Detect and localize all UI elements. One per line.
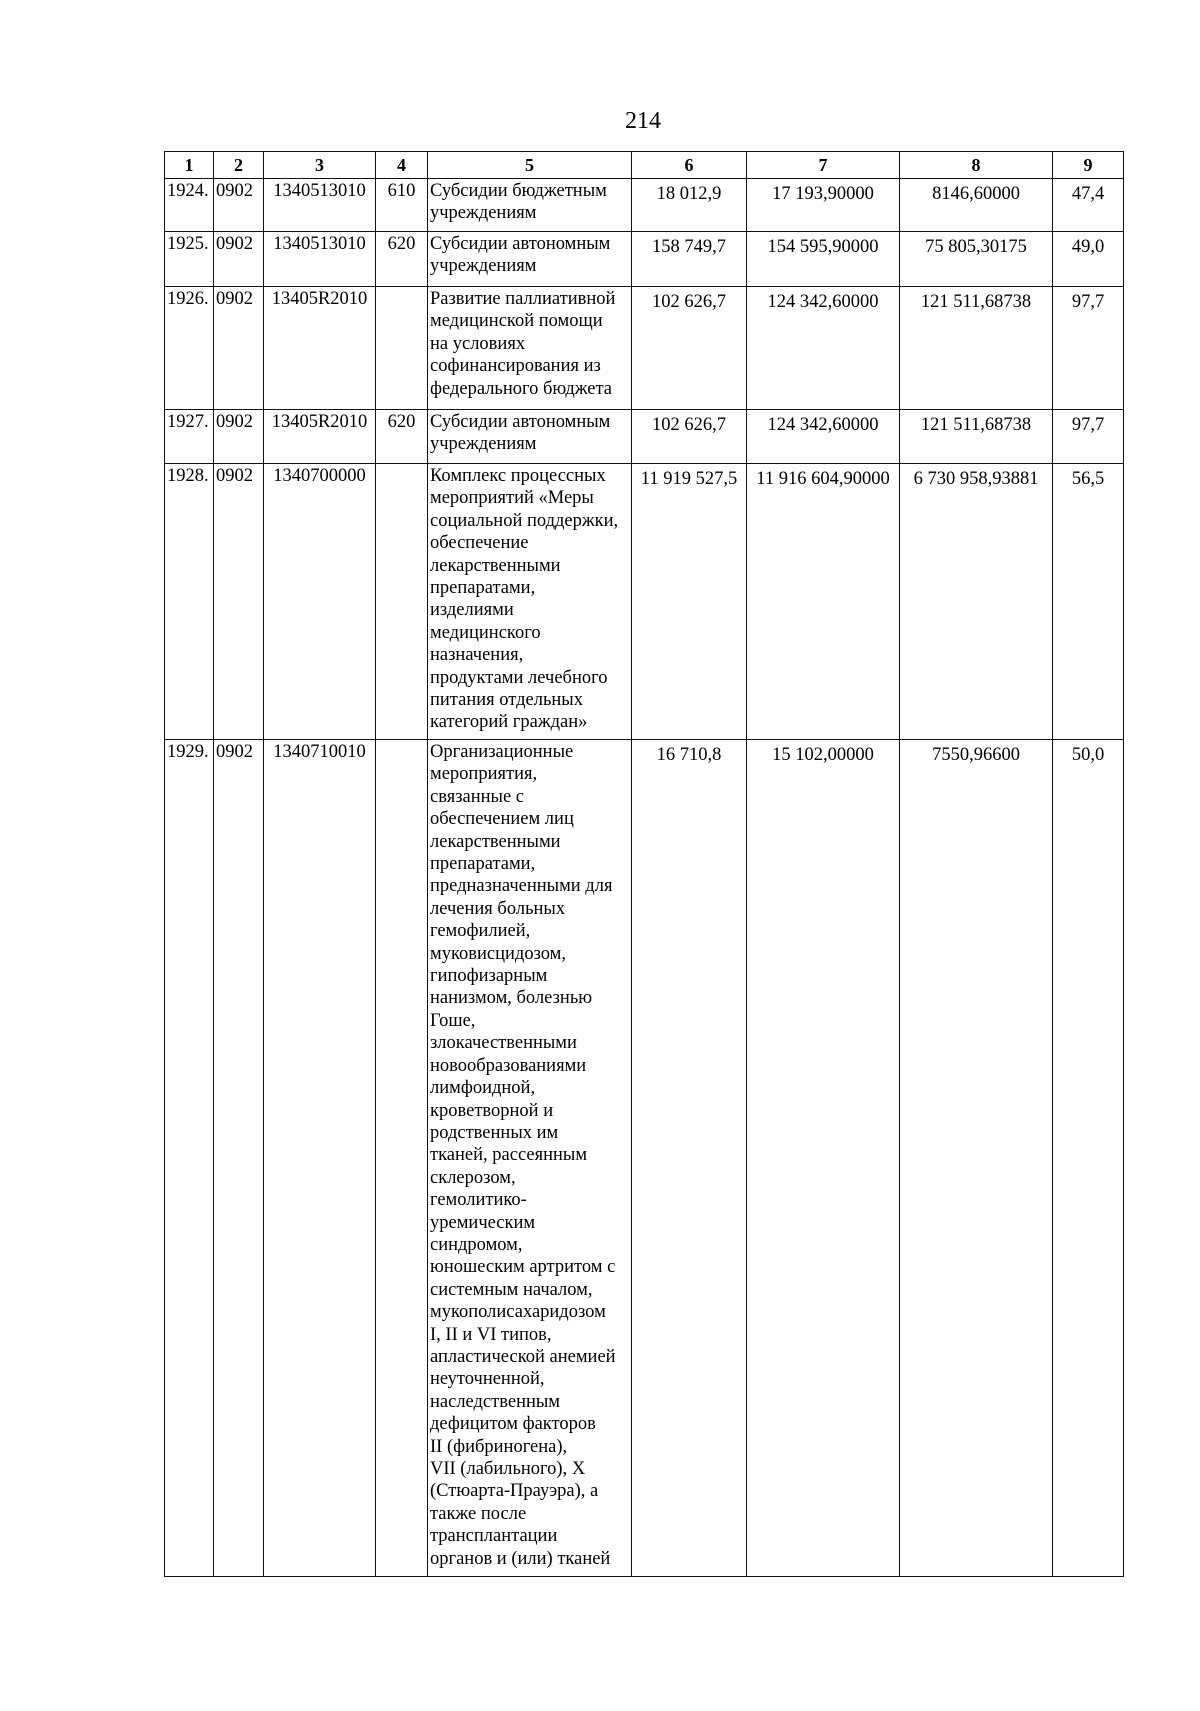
expense-type xyxy=(376,287,428,410)
column-header: 2 xyxy=(214,152,264,179)
value-col6: 102 626,7 xyxy=(632,410,747,464)
value-col6: 16 710,8 xyxy=(632,740,747,1577)
expense-type xyxy=(376,464,428,740)
column-header: 7 xyxy=(747,152,900,179)
section-code: 0902 xyxy=(214,410,264,464)
table-row xyxy=(165,179,1124,232)
description: Субсидии автономным учреждениям xyxy=(428,232,632,287)
value-col6: 18 012,9 xyxy=(632,179,747,232)
header-row xyxy=(165,152,1124,179)
column-header: 1 xyxy=(165,152,214,179)
value-col6: 11 919 527,5 xyxy=(632,464,747,740)
description: Комплекс процессных мероприятий «Меры социальной поддержки, обеспечение лекарственными препаратами, изделиями медицинского назначения, продуктами лечебного питания отдельных категорий граждан» xyxy=(428,464,632,740)
target-code: 1340513010 xyxy=(264,232,376,287)
value-col6: 158 749,7 xyxy=(632,232,747,287)
row-number: 1929. xyxy=(165,740,214,1577)
row-number: 1926. xyxy=(165,287,214,410)
section-code: 0902 xyxy=(214,464,264,740)
percent-col9: 97,7 xyxy=(1053,410,1124,464)
target-code: 1340700000 xyxy=(264,464,376,740)
target-code: 13405R2010 xyxy=(264,287,376,410)
value-col6: 102 626,7 xyxy=(632,287,747,410)
row-number: 1928. xyxy=(165,464,214,740)
table-row xyxy=(165,740,1124,1577)
expense-type: 610 xyxy=(376,179,428,232)
percent-col9: 50,0 xyxy=(1053,740,1124,1577)
column-header: 4 xyxy=(376,152,428,179)
row-number: 1927. xyxy=(165,410,214,464)
budget-table xyxy=(164,151,1124,1577)
description: Субсидии автономным учреждениям xyxy=(428,410,632,464)
row-number: 1925. xyxy=(165,232,214,287)
column-header: 6 xyxy=(632,152,747,179)
value-col8: 121 511,68738 xyxy=(900,410,1053,464)
page-number: 214 xyxy=(625,108,661,134)
description: Субсидии бюджетным учреждениям xyxy=(428,179,632,232)
value-col8: 8146,60000 xyxy=(900,179,1053,232)
target-code: 1340710010 xyxy=(264,740,376,1577)
table-row xyxy=(165,232,1124,287)
section-code: 0902 xyxy=(214,287,264,410)
section-code: 0902 xyxy=(214,740,264,1577)
percent-col9: 49,0 xyxy=(1053,232,1124,287)
value-col7: 15 102,00000 xyxy=(747,740,900,1577)
value-col8: 121 511,68738 xyxy=(900,287,1053,410)
description: Организационные мероприятия, связанные с обеспечением лиц лекарственными препаратами, предназначенными для лечения больных гемофилией, муковисцидозом, гипофизарным нанизмом, болезнью Гоше, злокачественными новообразованиями лимфоидной, кроветворной и родственных им тканей, рассеянным склерозом, гемолитико- уремическим синдромом, юношеским артритом с системным началом, мукополисахаридозом I, II и VI типов, апластической анемией неуточненной, наследственным дефицитом факторов II (фибриногена), VII (лабильного), X (Стюарта-Прауэра), а также после трансплантации органов и (или) тканей xyxy=(428,740,632,1577)
column-header: 8 xyxy=(900,152,1053,179)
expense-type: 620 xyxy=(376,232,428,287)
value-col7: 11 916 604,90000 xyxy=(747,464,900,740)
value-col7: 17 193,90000 xyxy=(747,179,900,232)
percent-col9: 56,5 xyxy=(1053,464,1124,740)
row-number: 1924. xyxy=(165,179,214,232)
percent-col9: 47,4 xyxy=(1053,179,1124,232)
value-col8: 6 730 958,93881 xyxy=(900,464,1053,740)
table-row xyxy=(165,410,1124,464)
value-col7: 124 342,60000 xyxy=(747,410,900,464)
value-col7: 154 595,90000 xyxy=(747,232,900,287)
column-header: 9 xyxy=(1053,152,1124,179)
target-code: 1340513010 xyxy=(264,179,376,232)
column-header: 3 xyxy=(264,152,376,179)
table-row xyxy=(165,464,1124,740)
column-header: 5 xyxy=(428,152,632,179)
section-code: 0902 xyxy=(214,179,264,232)
table-row xyxy=(165,287,1124,410)
section-code: 0902 xyxy=(214,232,264,287)
expense-type: 620 xyxy=(376,410,428,464)
value-col7: 124 342,60000 xyxy=(747,287,900,410)
expense-type xyxy=(376,740,428,1577)
value-col8: 7550,96600 xyxy=(900,740,1053,1577)
value-col8: 75 805,30175 xyxy=(900,232,1053,287)
percent-col9: 97,7 xyxy=(1053,287,1124,410)
target-code: 13405R2010 xyxy=(264,410,376,464)
description: Развитие паллиативной медицинской помощи на условиях софинансирования из федерального бюджета xyxy=(428,287,632,410)
